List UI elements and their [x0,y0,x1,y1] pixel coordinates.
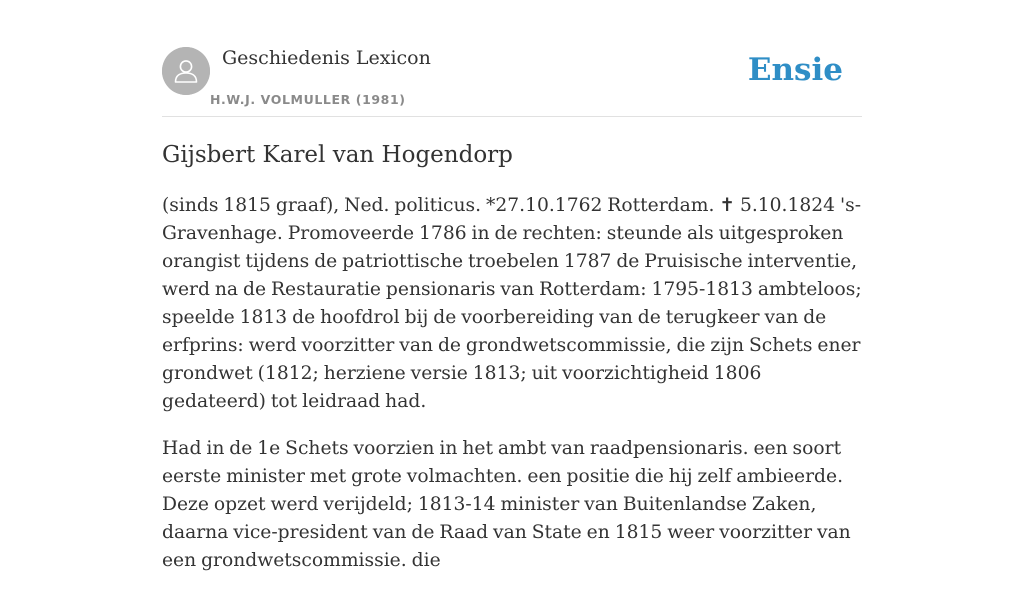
entry-body [162,192,862,594]
entry-title: Gijsbert Karel van Hogendorp [162,142,513,168]
entry-paragraph: Had in de 1e Schets voorzien in het ambt van raadpensionaris. een soort eerste minister met grote volmachten. een positie die hij zelf ambieerde. Deze opzet werd verijdeld; 1813-14 minister van Buitenlandse Zaken, daarna vice-president van de Raad van State en 1815 weer voorzitter van een grondwetscommissie. die [162,438,851,571]
author-name[interactable]: H.W.J. VOLMULLER (1981) [210,92,406,107]
user-avatar-icon[interactable] [162,47,210,95]
entry-paragraph: (sinds 1815 graaf), Ned. politicus. *27.10.1762 Rotterdam. ✝ 5.10.1824 's-Gravenhage. Promoveerde 1786 in de rechten: steunde als uitgesproken orangist tijdens de patriottische troebelen 1787 de Pruisische interventie, werd na de Restauratie pensionaris van Rotterdam: 1795-1813 ambteloos; speelde 1813 de hoofdrol bij de voorbereiding van de terugkeer van de erfprins: werd voorzitter van de grondwetscommissie, die zijn Schets ener grondwet (1812; herziene versie 1813; uit voorzichtigheid 1806 gedateerd) tot leidraad had. [162,195,862,412]
ensie-logo[interactable]: Ensie [747,52,843,88]
header [162,46,862,117]
lexicon-title-link[interactable]: Geschiedenis Lexicon [222,47,431,69]
